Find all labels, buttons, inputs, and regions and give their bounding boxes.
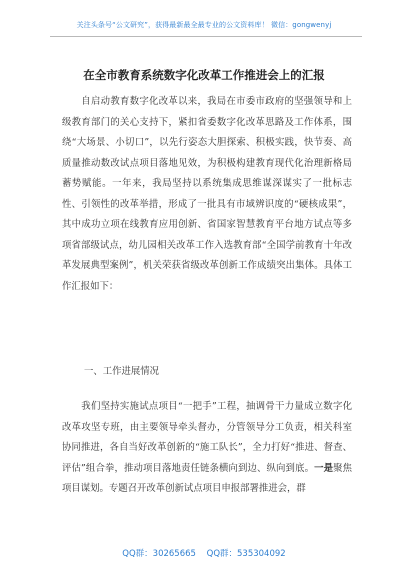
- intro-text: 自启动教育数字化改革以来，我局在市委市政府的坚强领导和上级教育部门的关心支持下，紧扣省委数字化改革思路及工作体系，围绕“大场景、小切口”，以先行姿态大胆探索、积极实践，快节奏、高质量推动数改试点项目落地见效，为积极构建教育现代化治理新格局蓄势赋能。一年来，我局坚持以系统集成思维谋深谋实了一批标志性、引领性的改革举措，形成了一批具有市域辨识度的“硬核成果”，其中成功立项在线教育应用创新、省国家智慧教育平台地方试点等多项省部级试点，幼儿园相关改革工作入选教育部“全国学前教育十年改革发展典型案例”，机关荣获省级改革创新工作成绩突出集体。具体工作汇报如下：: [62, 96, 352, 292]
- document-title: 在全市教育系统数字化改革工作推进会上的汇报: [83, 68, 325, 82]
- footer-qq-group-1: QQ群：30265665: [122, 549, 196, 559]
- intro-paragraph: [62, 92, 352, 297]
- footer: [0, 547, 408, 559]
- header-divider: [50, 36, 362, 37]
- section-text: 我们坚持实施试点项目“一把手”工程，抽调骨干力量成立数字化改革攻坚专班，由主要领导牵头督办，分管领导分工负责，相关科室协同推进，各自当好改革创新的“施工队长”，全力打好“推进、督查、评估”组合拳，推动项目落地责任链条横向到边、纵向到底。: [62, 401, 352, 474]
- header-banner: 关注头条号“公文研究”，获得最新最全最专业的公文资料库！ 微信：gongwenyj: [76, 21, 332, 29]
- section-paragraph: [62, 397, 352, 500]
- footer-qq-group-2: QQ群：535304092: [206, 549, 286, 559]
- section-heading: 一、工作进展情况: [84, 366, 160, 377]
- bold-marker: 一是: [314, 462, 334, 474]
- section-text-continued: 聚焦项目谋划。专题召开改革创新试点项目申报部署推进会，群: [62, 462, 352, 494]
